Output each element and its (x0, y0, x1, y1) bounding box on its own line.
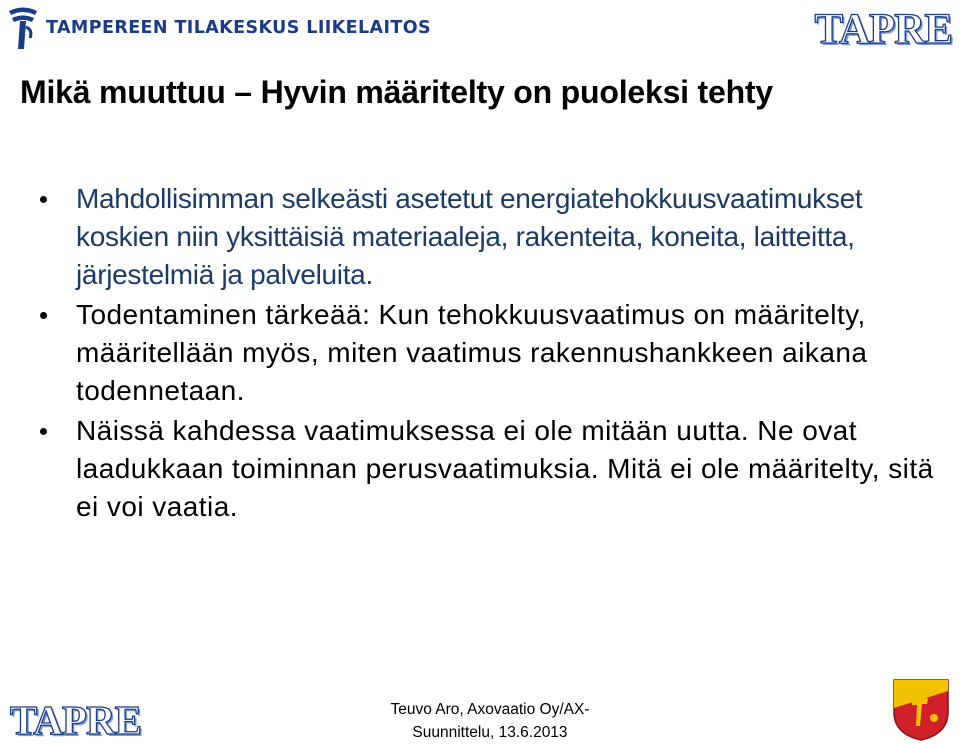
organization-name: TAMPEREEN TILAKESKUS LIIKELAITOS (46, 18, 431, 38)
bullet-dot-icon (40, 312, 47, 319)
bullet-text: Mahdollisimman selkeästi asetetut energiatehokkuusvaatimukset koskien niin yksittäisiä materiaaleja, rakenteita, koneita, laitteitta, järjestelmiä ja palveluita. (76, 183, 863, 290)
bullet-list (40, 180, 940, 528)
bullet-item (40, 296, 940, 410)
bullet-item (40, 412, 940, 526)
footer-credit (350, 698, 630, 744)
footer-date-line: Suunnittelu, 13.6.2013 (412, 724, 568, 741)
bullet-dot-icon (40, 428, 47, 435)
tapre-logo-bottom: TAPRE (10, 697, 141, 743)
footer-author-line: Teuvo Aro, Axovaatio Oy/AX- (390, 701, 590, 718)
bullet-item (40, 180, 940, 294)
bullet-text: Todentaminen tärkeää: Kun tehokkuusvaatimus on määritelty, määritellään myös, miten vaatimus rakennushankkeen aikana todennetaan. (76, 299, 868, 406)
tapre-logo-top: TAPRE (814, 6, 952, 53)
tilakeskus-t-emblem-icon (6, 5, 40, 51)
header-logo (6, 4, 431, 52)
bullet-text: Näissä kahdessa vaatimuksessa ei ole mitään uutta. Ne ovat laadukkaan toiminnan perusvaatimuksia. Mitä ei ole määritelty, sitä ei voi vaatia. (76, 415, 934, 522)
bullet-dot-icon (40, 196, 47, 203)
tampere-coat-of-arms-icon (892, 678, 950, 742)
page-title: Mikä muuttuu – Hyvin määritelty on puoleksi tehty (20, 74, 774, 110)
